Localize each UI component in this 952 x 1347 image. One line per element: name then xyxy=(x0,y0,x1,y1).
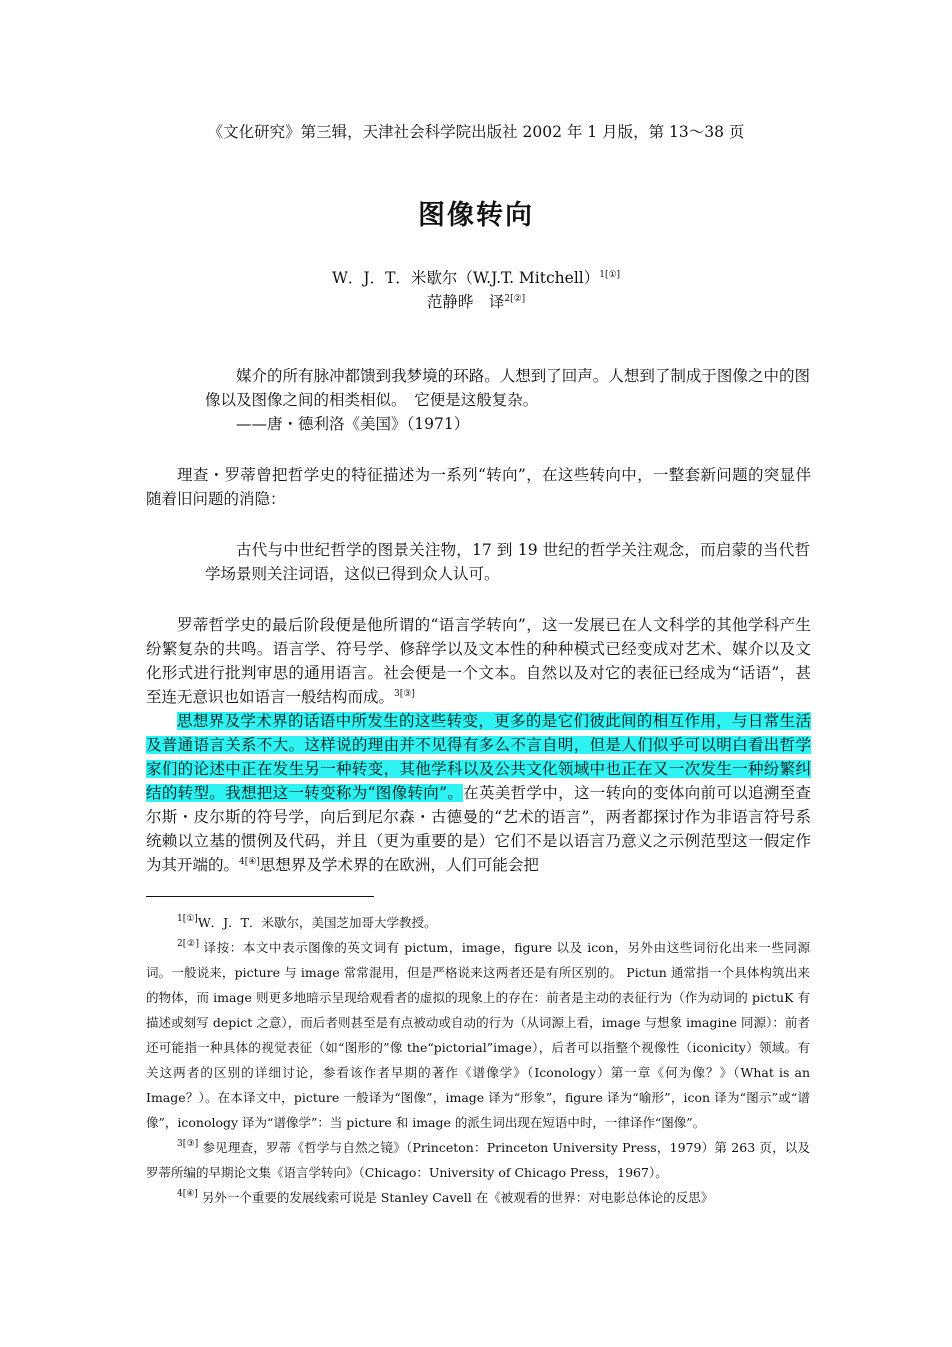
paragraph-1-text: 理查・罗蒂曾把哲学史的特征描述为一系列“转向”，在这些转向中，一整套新问题的突显伴随着旧问题的消隐： xyxy=(146,466,811,508)
footnote-ref-3[interactable]: 3[③] xyxy=(394,689,415,699)
author-line xyxy=(0,266,952,288)
footnote-ref-4[interactable]: 4[④] xyxy=(239,857,260,867)
paragraph-2 xyxy=(146,613,811,877)
block-quote-text: 古代与中世纪哲学的图景关注物，17 到 19 世纪的哲学关注观念，而启蒙的当代哲学场景则关注词语，这似已得到众人认可。 xyxy=(205,541,810,583)
highlighted-selection[interactable]: 思想界及学术界的话语中所发生的这些转变，更多的是它们彼此间的相互作用，与日常生活及普通语言关系不大。这样说的理由并不见得有多么不言自明，但是人们似乎可以明白看出哲学家们的论述中正在发生另一种转变，其他学科以及公共文化领域中也正在又一次发生一种纷繁纠结的转型。我想把这一转变称为“图像转向”。 xyxy=(146,712,811,802)
footnote-1 xyxy=(146,910,810,935)
paragraph-2-text xyxy=(146,613,811,709)
paragraph-3-body: 在英美哲学中，这一转向的变体向前可以追溯至查尔斯・皮尔斯的符号学，向后到尼尔森・古德曼的“艺术的语言”，两者都探讨作为非语言符号系统赖以立基的惯例及代码，并且（更为重要的是）它们不是以语言乃意义之示例范型这一假定作为其开端的。 xyxy=(146,784,811,874)
paragraph-2-body: 罗蒂哲学史的最后阶段便是他所谓的“语言学转向”，这一发展已在人文科学的其他学科产生纷繁复杂的共鸣。语言学、符号学、修辞学以及文本性的种种模式已经变成对艺术、媒介以及文化形式进行批判审思的通用语言。社会便是一个文本。自然以及对它的表征已经成为“话语”，甚至连无意识也如语言一般结构而成。 xyxy=(146,616,811,706)
epigraph-text: 媒介的所有脉冲都馈到我梦境的环路。人想到了回声。人想到了制成于图像之中的图像以及图像之间的相类相似。 它便是这般复杂。 xyxy=(205,367,810,409)
translator-footnote-ref[interactable]: 2[②] xyxy=(504,294,526,304)
paragraph-3-tail: 思想界及学术界的在欧洲，人们可能会把 xyxy=(259,856,539,874)
footnote-2-text: 译按：本文中表示图像的英文词有 pictum，image，figure 以及 icon，另外由这些词衍化出来一些同源词。一般说来，picture 与 image 常常混用，但是严格说来这两者还是有所区别的。 Pictun 通常指一个具体构筑出来的物体，而 image 则更多地暗示呈现给观看者的虚拟的现象上的存在：前者是主动的表征行为（作为动词的 pictuK 有描述或刻写 depict 之意），而后者则甚至是有点被动或自动的行为（从词源上看，image 与想象 imagine 同源）：前者还可能指一种具体的视觉表征（如“图形的”像 the“pictorial”image），后者可以指整个视像性（iconicity）领域。有关这两者的区别的详细讨论，参看该作者早期的著作《谱像学》（Iconology）第一章《何为像？》（What is an Image？）。在本译文中，picture 一般译为“图像”，image 译为“形象”，figure 译为“喻形”，icon 译为“图示”或“谱像”，iconology 译为“谱像学”：当 picture 和 image 的派生词出现在短语中时，一律译作“图像”。 xyxy=(146,940,810,1130)
footnotes xyxy=(146,910,810,1210)
translator-line xyxy=(0,290,952,312)
paragraph-3-text xyxy=(146,709,811,877)
footnote-4 xyxy=(146,1185,810,1210)
epigraph xyxy=(205,364,810,436)
source-citation: 《文化研究》第三辑，天津社会科学院出版社 2002 年 1 月版，第 13～38 页 xyxy=(207,123,745,141)
footnote-4-text: 另外一个重要的发展线索可说是 Stanley Cavell 在《被观看的世界：对电影总体论的反思》 xyxy=(201,1190,714,1205)
block-quote xyxy=(205,538,810,586)
footnote-1-text: W．J．T．米歇尔，美国芝加哥大学教授。 xyxy=(197,915,437,930)
footnote-3-text: 参见理查，罗蒂《哲学与自然之镜》（Princeton：Princeton University Press，1979）第 263 页，以及罗蒂所编的早期论文集《语言学转向》（Chicago：University of Chicago Press，1967）。 xyxy=(146,1140,810,1180)
footnote-3-mark: 3[③] xyxy=(177,1139,199,1149)
paragraph-1 xyxy=(146,463,811,511)
author-footnote-ref[interactable]: 1[①] xyxy=(599,270,621,280)
footnote-1-mark: 1[①] xyxy=(177,914,198,924)
author-name: W．J．T．米歇尔（W.J.T. Mitchell） xyxy=(331,269,600,287)
footnote-3 xyxy=(146,1135,810,1185)
footnote-2 xyxy=(146,935,810,1135)
translator-name: 范静晔 译 xyxy=(426,293,505,311)
footnote-2-mark: 2[②] xyxy=(177,939,199,949)
article-title: 图像转向 xyxy=(418,200,534,231)
footnote-4-mark: 4[④] xyxy=(177,1189,198,1199)
footnote-separator xyxy=(146,896,374,897)
epigraph-attribution: ——唐・德利洛《美国》（1971） xyxy=(236,415,470,433)
